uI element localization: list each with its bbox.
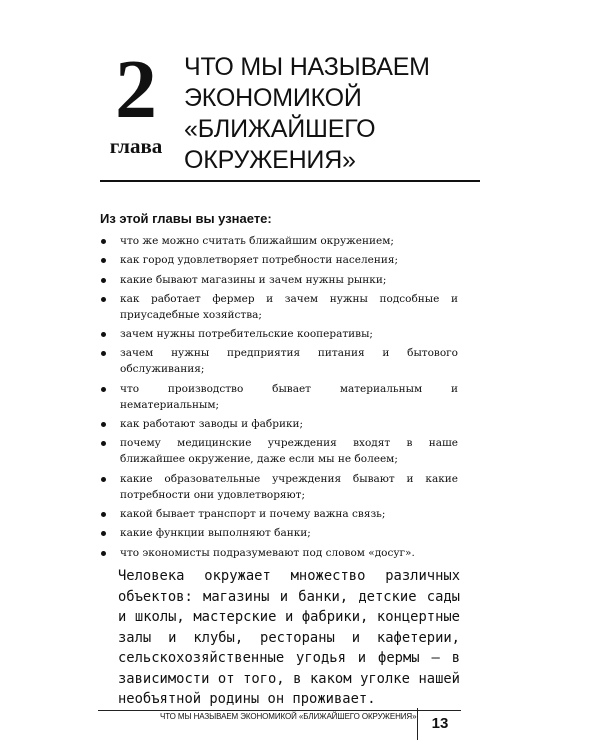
list-item [100, 326, 458, 342]
list-item-text: что производство бывает материальным и нематериальным; [120, 382, 458, 411]
chapter-title-line: ОКРУЖЕНИЯ» [184, 146, 356, 174]
footer-divider [98, 710, 461, 711]
bullet-icon [101, 531, 106, 536]
bullet-icon [101, 387, 106, 392]
list-item [100, 416, 458, 432]
bullet-icon [101, 297, 106, 302]
list-item [100, 252, 458, 268]
chapter-title-line: ЭКОНОМИКОЙ [184, 84, 362, 112]
list-item-text: что экономисты подразумевают под словом «досуг». [120, 546, 415, 559]
list-item [100, 525, 458, 541]
page-number: 13 [417, 708, 462, 740]
bullet-icon [101, 239, 106, 244]
bullet-icon [101, 278, 106, 283]
bullet-icon [101, 551, 106, 556]
list-item [100, 291, 458, 323]
list-item-text: какой бывает транспорт и почему важна связь; [120, 507, 386, 520]
list-item [100, 435, 458, 467]
list-item [100, 471, 458, 503]
bullet-icon [101, 422, 106, 427]
list-item-text: что же можно считать ближайшим окружением; [120, 235, 394, 247]
list-item-text: зачем нужны потребительские кооперативы; [120, 328, 373, 341]
title-divider [100, 180, 480, 182]
bullet-icon [101, 351, 106, 356]
bullet-icon [101, 512, 106, 517]
list-item-text: как работают заводы и фабрики; [120, 418, 304, 431]
list-item [100, 272, 458, 288]
body-paragraph: Человека окружает множество различных объектов: магазины и банки, детские сады и школы, мастерские и фабрики, концертные залы и клубы, рестораны и кафетерии, сельскохозяйственные угодья и фермы — в зависимости от того, в каком уголке нашей необъятной родины он проживает. [118, 568, 460, 707]
list-item [100, 381, 458, 413]
list-item-text: почему медицинские учреждения входят в наше ближайшее окружение, даже если мы не болеем; [120, 437, 458, 466]
list-item [100, 345, 458, 377]
list-item-text: какие функции выполняют банки; [120, 527, 311, 540]
running-head: ЧТО МЫ НАЗЫВАЕМ ЭКОНОМИКОЙ «БЛИЖАЙШЕГО ОКРУЖЕНИЯ» [160, 712, 417, 721]
bullet-icon [101, 258, 106, 263]
bullet-icon [101, 441, 106, 446]
list-item [100, 545, 458, 561]
list-item-text: зачем нужны предприятия питания и бытового обслуживания; [120, 347, 458, 376]
chapter-number: 2 [115, 43, 157, 136]
chapter-title-line: «БЛИЖАЙШЕГО [184, 115, 376, 143]
chapter-title-line: ЧТО МЫ НАЗЫВАЕМ [184, 53, 430, 81]
list-item-text: какие бывают магазины и зачем нужны рынки; [120, 273, 387, 286]
list-item [100, 506, 458, 522]
learning-goals-heading: Из этой главы вы узнаете: [100, 211, 272, 226]
list-item-text: какие образовательные учреждения бывают и какие потребности они удовлетворяют; [120, 472, 458, 501]
list-item-text: как работает фермер и зачем нужны подсобные и приусадебные хозяйства; [120, 292, 458, 321]
bullet-icon [101, 332, 106, 337]
list-item [100, 233, 458, 249]
list-item-text: как город удовлетворяет потребности населения; [120, 254, 399, 267]
bullet-icon [101, 477, 106, 482]
learning-goals-list [100, 233, 458, 564]
chapter-label: глава [109, 134, 163, 158]
chapter-title [184, 52, 504, 176]
